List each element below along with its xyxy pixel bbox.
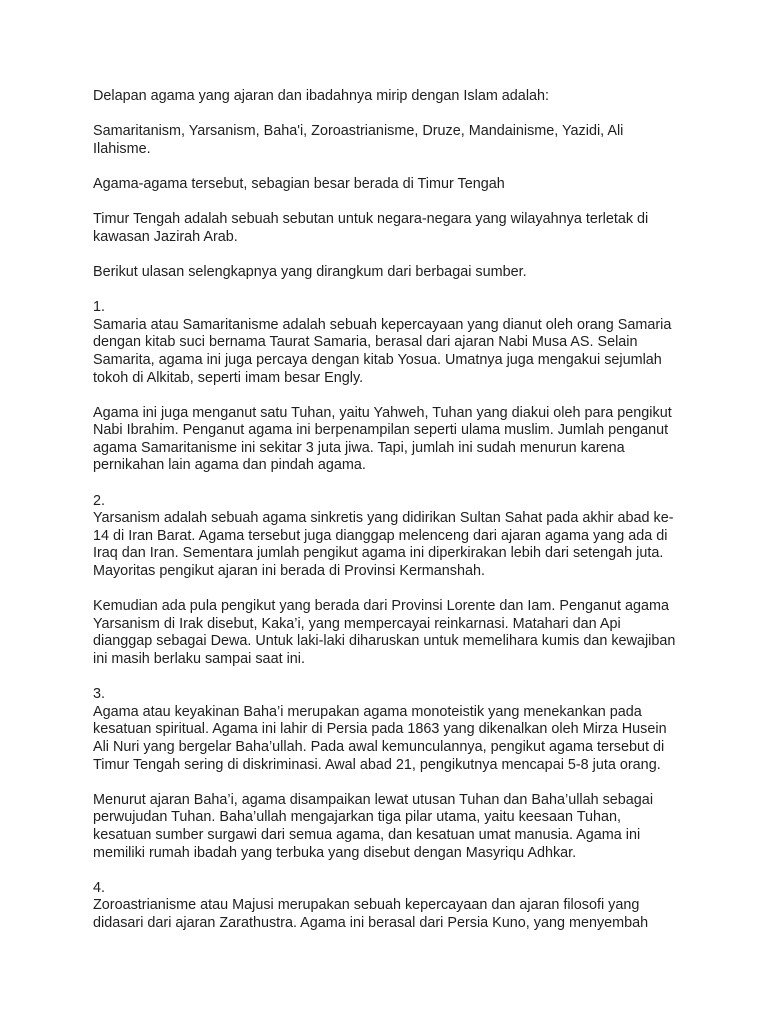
section-number: 2.: [93, 492, 106, 509]
section-paragraph: Agama atau keyakinan Baha’i merupakan agama monoteistik yang menekankan pada kesatuan spiritual. Agama ini lahir di Persia pada 1863 yang dikenalkan oleh Mirza Husein Ali Nuri yang bergelar Baha’ullah. Pada awal kemunculannya, pengikut agama tersebut di Timur Tengah sering di diskriminasi. Awal abad 21, pengikutnya mencapai 5-8 juta orang.: [93, 703, 667, 773]
section-paragraph: Yarsanism adalah sebuah agama sinkretis yang didirikan Sultan Sahat pada akhir abad ke-14 di Iran Barat. Agama tersebut juga dianggap melenceng dari ajaran agama yang ada di Iraq dan Iran. Sementara jumlah pengikut agama ini diperkirakan lebih dari setengah juta. Mayoritas pengikut ajaran ini berada di Provinsi Kermanshah.: [93, 510, 674, 580]
section-2: [93, 493, 683, 581]
section-paragraph: Samaria atau Samaritanisme adalah sebuah kepercayaan yang dianut oleh orang Samaria dengan kitab suci bernama Taurat Samaria, berasal dari ajaran Nabi Musa AS. Selain Samarita, agama ini juga percaya dengan kitab Yosua. Umatnya juga mengakui sejumlah tokoh di Alkitab, seperti imam besar Engly.: [93, 316, 672, 386]
religion-list-paragraph: Samaritanism, Yarsanism, Baha'i, Zoroastrianisme, Druze, Mandainisme, Yazidi, Ali Ilahisme.: [93, 123, 624, 157]
section-4: [93, 880, 683, 933]
summary-note-paragraph: Berikut ulasan selengkapnya yang dirangkum dari berbagai sumber.: [93, 263, 527, 280]
region-statement-paragraph: Agama-agama tersebut, sebagian besar berada di Timur Tengah: [93, 175, 505, 192]
document-body: [93, 88, 683, 950]
section-paragraph: Menurut ajaran Baha’i, agama disampaikan lewat utusan Tuhan dan Baha’ullah sebagai perwujudan Tuhan. Baha’ullah mengajarkan tiga pilar utama, yaitu keesaan Tuhan, kesatuan sumber surgawi dari semua agama, dan kesatuan umat manusia. Agama ini memiliki rumah ibadah yang terbuka yang disebut dengan Masyriqu Adhkar.: [93, 791, 654, 861]
section-paragraph: Zoroastrianisme atau Majusi merupakan sebuah kepercayaan dan ajaran filosofi yang didasari dari ajaran Zarathustra. Agama ini berasal dari Persia Kuno, yang menyembah: [93, 897, 649, 931]
section-paragraph: Agama ini juga menganut satu Tuhan, yaitu Yahweh, Tuhan yang diakui oleh para pengikut Nabi Ibrahim. Penganut agama ini berpenampilan seperti ulama muslim. Jumlah penganut agama Samaritanisme ini sekitar 3 juta jiwa. Tapi, jumlah ini sudah menurun karena pernikahan lain agama dan pindah agama.: [93, 404, 672, 474]
section-1: [93, 299, 683, 387]
section-3: [93, 686, 683, 774]
section-number: 4.: [93, 879, 106, 896]
section-number: 3.: [93, 686, 106, 703]
section-paragraph: Kemudian ada pula pengikut yang berada dari Provinsi Lorente dan Iam. Penganut agama Yarsanism di Irak disebut, Kaka’i, yang mempercayai reinkarnasi. Matahari dan Api dianggap sebagai Dewa. Untuk laki-laki diharuskan untuk memelihara kumis dan kewajiban ini masih berlaku sampai saat ini.: [93, 598, 676, 667]
intro-paragraph: Delapan agama yang ajaran dan ibadahnya mirip dengan Islam adalah:: [93, 88, 550, 104]
region-definition-paragraph: Timur Tengah adalah sebuah sebutan untuk negara-negara yang wilayahnya terletak di kawasan Jazirah Arab.: [93, 211, 649, 245]
section-number: 1.: [93, 299, 106, 316]
